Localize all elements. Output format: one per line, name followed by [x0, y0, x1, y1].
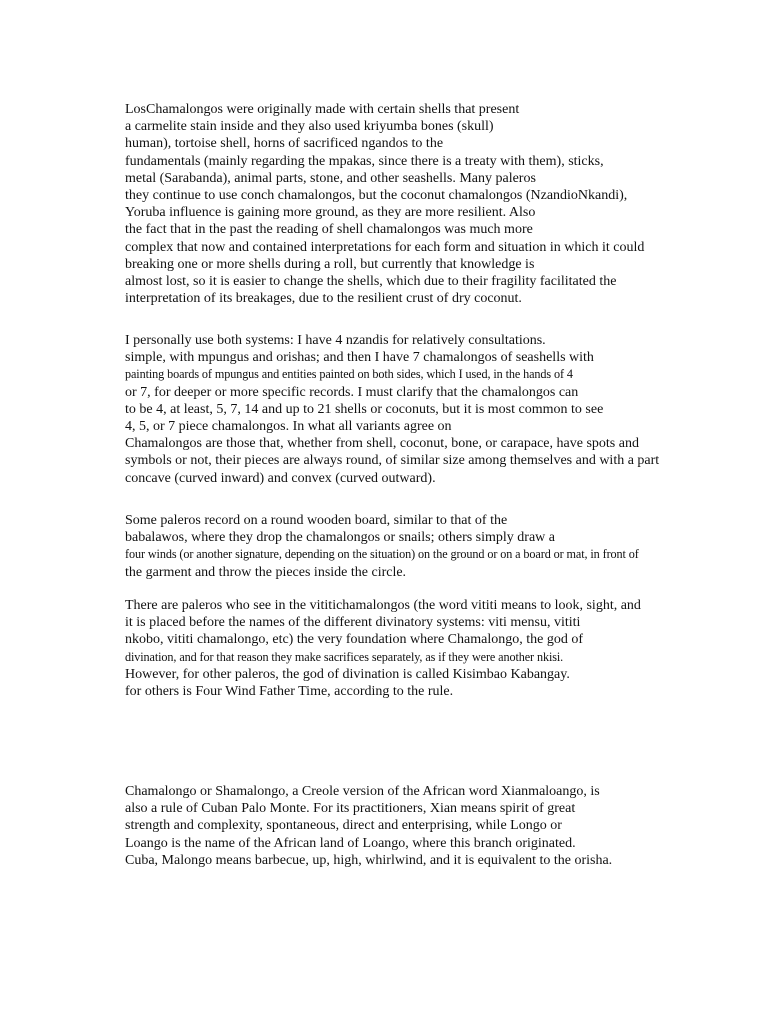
- text-line: complex that now and contained interpretations for each form and situation in which it could: [125, 239, 645, 255]
- paragraph-3: [125, 512, 765, 581]
- text-line: almost lost, so it is easier to change the shells, which due to their fragility facilitated the: [125, 274, 617, 290]
- text-line: or 7, for deeper or more specific records. I must clarify that the chamalongos can: [125, 384, 579, 400]
- paragraph-2: [125, 332, 765, 487]
- text-line: nkobo, vititi chamalongo, etc) the very foundation where Chamalongo, the god of: [125, 632, 583, 648]
- text-line: babalawos, where they drop the chamalongos or snails; others simply draw a: [125, 530, 556, 546]
- text-line: human), tortoise shell, horns of sacrificed ngandos to the: [125, 136, 444, 152]
- text-line: strength and complexity, spontaneous, direct and enterprising, while Longo or: [125, 818, 562, 834]
- text-line: Cuba, Malongo means barbecue, up, high, whirlwind, and it is equivalent to the orisha.: [125, 852, 613, 868]
- text-line: Yoruba influence is gaining more ground, as they are more resilient. Also: [125, 205, 536, 221]
- text-line: Chamalongo or Shamalongo, a Creole version of the African word Xianmaloango, is: [125, 784, 600, 799]
- text-line: metal (Sarabanda), animal parts, stone, and other seashells. Many paleros: [125, 170, 536, 186]
- text-line: Loango is the name of the African land of Loango, where this branch originated.: [125, 835, 576, 851]
- text-line: a carmelite stain inside and they also used kriyumba bones (skull): [125, 119, 494, 135]
- text-line: also a rule of Cuban Palo Monte. For its practitioners, Xian means spirit of great: [125, 801, 576, 817]
- text-line: Some paleros record on a round wooden board, similar to that of the: [125, 513, 508, 528]
- text-line: the fact that in the past the reading of shell chamalongos was much more: [125, 222, 533, 238]
- text-line: concave (curved inward) and convex (curved outward).: [125, 470, 436, 486]
- text-line: they continue to use conch chamalongos, but the coconut chamalongos (NzandioNkandi),: [125, 188, 628, 204]
- text-line: fundamentals (mainly regarding the mpakas, since there is a treaty with them), sticks,: [125, 153, 604, 169]
- paragraph-5: [125, 783, 765, 869]
- paragraph-1: [125, 101, 765, 307]
- text-line: There are paleros who see in the vititichamalongos (the word vititi means to look, sight, and: [125, 598, 641, 613]
- text-line: LosChamalongos were originally made with certain shells that present: [125, 102, 520, 117]
- text-line: 4, 5, or 7 piece chamalongos. In what all variants agree on: [125, 419, 452, 435]
- text-line: simple, with mpungus and orishas; and then I have 7 chamalongos of seashells with: [125, 350, 594, 366]
- text-line: to be 4, at least, 5, 7, 14 and up to 21 shells or coconuts, but it is most common to see: [125, 401, 604, 417]
- paragraph-4: [125, 597, 765, 700]
- text-line: divination, and for that reason they make sacrifices separately, as if they were another nkisi.: [125, 649, 564, 664]
- text-line: However, for other paleros, the god of divination is called Kisimbao Kabangay.: [125, 666, 570, 682]
- text-line: I personally use both systems: I have 4 nzandis for relatively consultations.: [125, 333, 546, 348]
- text-line: the garment and throw the pieces inside the circle.: [125, 564, 407, 580]
- text-line: interpretation of its breakages, due to the resilient crust of dry coconut.: [125, 291, 522, 307]
- text-line: breaking one or more shells during a roll, but currently that knowledge is: [125, 256, 535, 272]
- text-line: painting boards of mpungus and entities painted on both sides, which I used, in the hands of 4: [125, 367, 573, 382]
- text-line: symbols or not, their pieces are always round, of similar size among themselves and with a part: [125, 453, 660, 469]
- text-line: it is placed before the names of the different divinatory systems: viti mensu, vititi: [125, 615, 581, 631]
- text-line: Chamalongos are those that, whether from shell, coconut, bone, or carapace, have spots and: [125, 436, 639, 452]
- text-line: four winds (or another signature, depending on the situation) on the ground or on a board or mat, in front of: [125, 547, 639, 562]
- text-line: for others is Four Wind Father Time, according to the rule.: [125, 684, 454, 700]
